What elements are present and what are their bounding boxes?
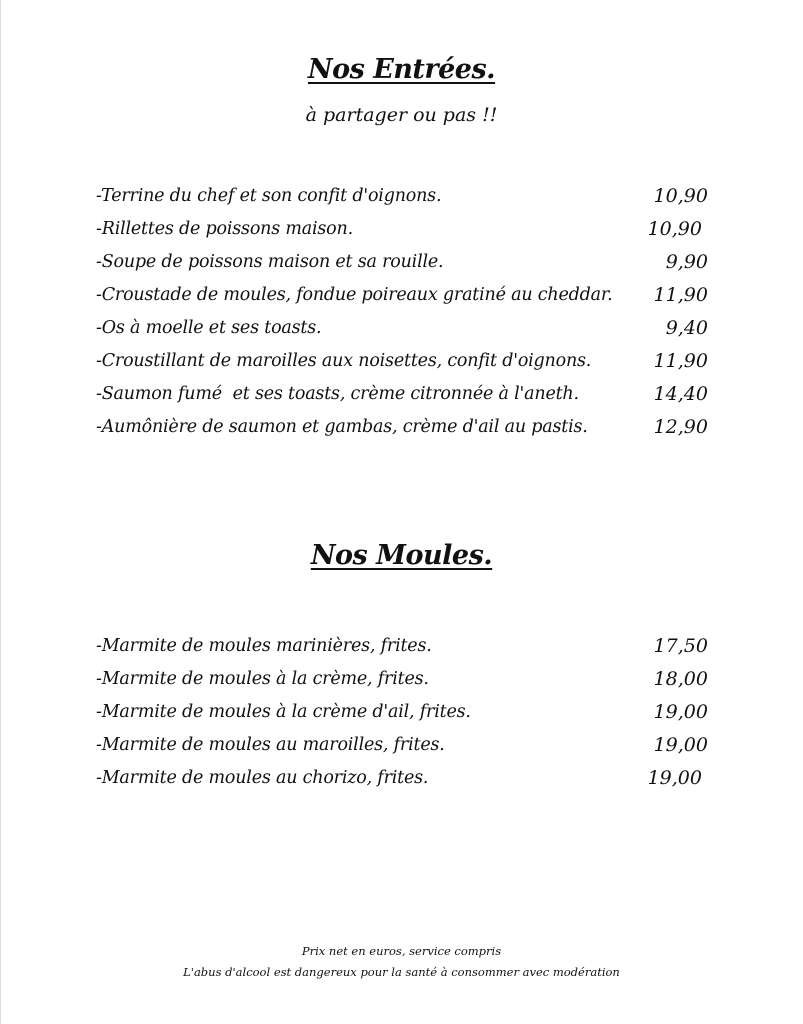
menu-item — [96, 279, 708, 312]
item-name: -Os à moelle et ses toasts. — [96, 318, 322, 338]
menu-item — [96, 663, 708, 696]
menu-item — [96, 729, 708, 762]
moules-title: Nos Moules. — [310, 540, 493, 571]
item-price: 19,00 — [653, 734, 708, 756]
item-price: 9,90 — [665, 251, 708, 273]
footer-pricing-note: Prix net en euros, service compris — [301, 944, 502, 958]
menu-item — [96, 312, 708, 345]
menu-item — [96, 762, 708, 795]
page-edge — [0, 0, 1, 1024]
item-name: -Marmite de moules au maroilles, frites. — [96, 735, 445, 755]
item-price: 19,00 — [653, 701, 708, 723]
item-price: 19,00 — [647, 767, 702, 789]
menu-item — [96, 213, 708, 246]
item-price: 18,00 — [653, 668, 708, 690]
entrees-list — [96, 180, 708, 444]
entrees-subtitle: à partager ou pas !! — [305, 104, 498, 126]
menu-item — [96, 180, 708, 213]
item-name: -Croustade de moules, fondue poireaux gratiné au cheddar. — [96, 285, 613, 305]
item-name: -Marmite de moules à la crème d'ail, frites. — [96, 702, 471, 722]
item-name: -Croustillant de maroilles aux noisettes, confit d'oignons. — [96, 351, 592, 371]
item-price: 17,50 — [653, 635, 708, 657]
item-name: -Aumônière de saumon et gambas, crème d'ail au pastis. — [96, 417, 588, 437]
footer-alcohol-warning: L'abus d'alcool est dangereux pour la santé à consommer avec modération — [183, 965, 620, 979]
item-name: -Soupe de poissons maison et sa rouille. — [96, 252, 444, 272]
menu-item — [96, 696, 708, 729]
item-price: 14,40 — [653, 383, 708, 405]
menu-item — [96, 378, 708, 411]
item-price: 10,90 — [653, 185, 708, 207]
entrees-title: Nos Entrées. — [307, 54, 496, 85]
item-name: -Marmite de moules à la crème, frites. — [96, 669, 429, 689]
item-price: 11,90 — [653, 284, 708, 306]
item-price: 9,40 — [665, 317, 708, 339]
item-name: -Rillettes de poissons maison. — [96, 219, 353, 239]
item-name: -Terrine du chef et son confit d'oignons. — [96, 186, 442, 206]
menu-item — [96, 630, 708, 663]
item-price: 10,90 — [647, 218, 702, 240]
menu-item — [96, 411, 708, 444]
item-name: -Saumon fumé et ses toasts, crème citronnée à l'aneth. — [96, 384, 579, 404]
item-name: -Marmite de moules marinières, frites. — [96, 636, 432, 656]
item-name: -Marmite de moules au chorizo, frites. — [96, 768, 429, 788]
menu-item — [96, 345, 708, 378]
item-price: 12,90 — [653, 416, 708, 438]
menu-item — [96, 246, 708, 279]
item-price: 11,90 — [653, 350, 708, 372]
moules-list — [96, 630, 708, 795]
